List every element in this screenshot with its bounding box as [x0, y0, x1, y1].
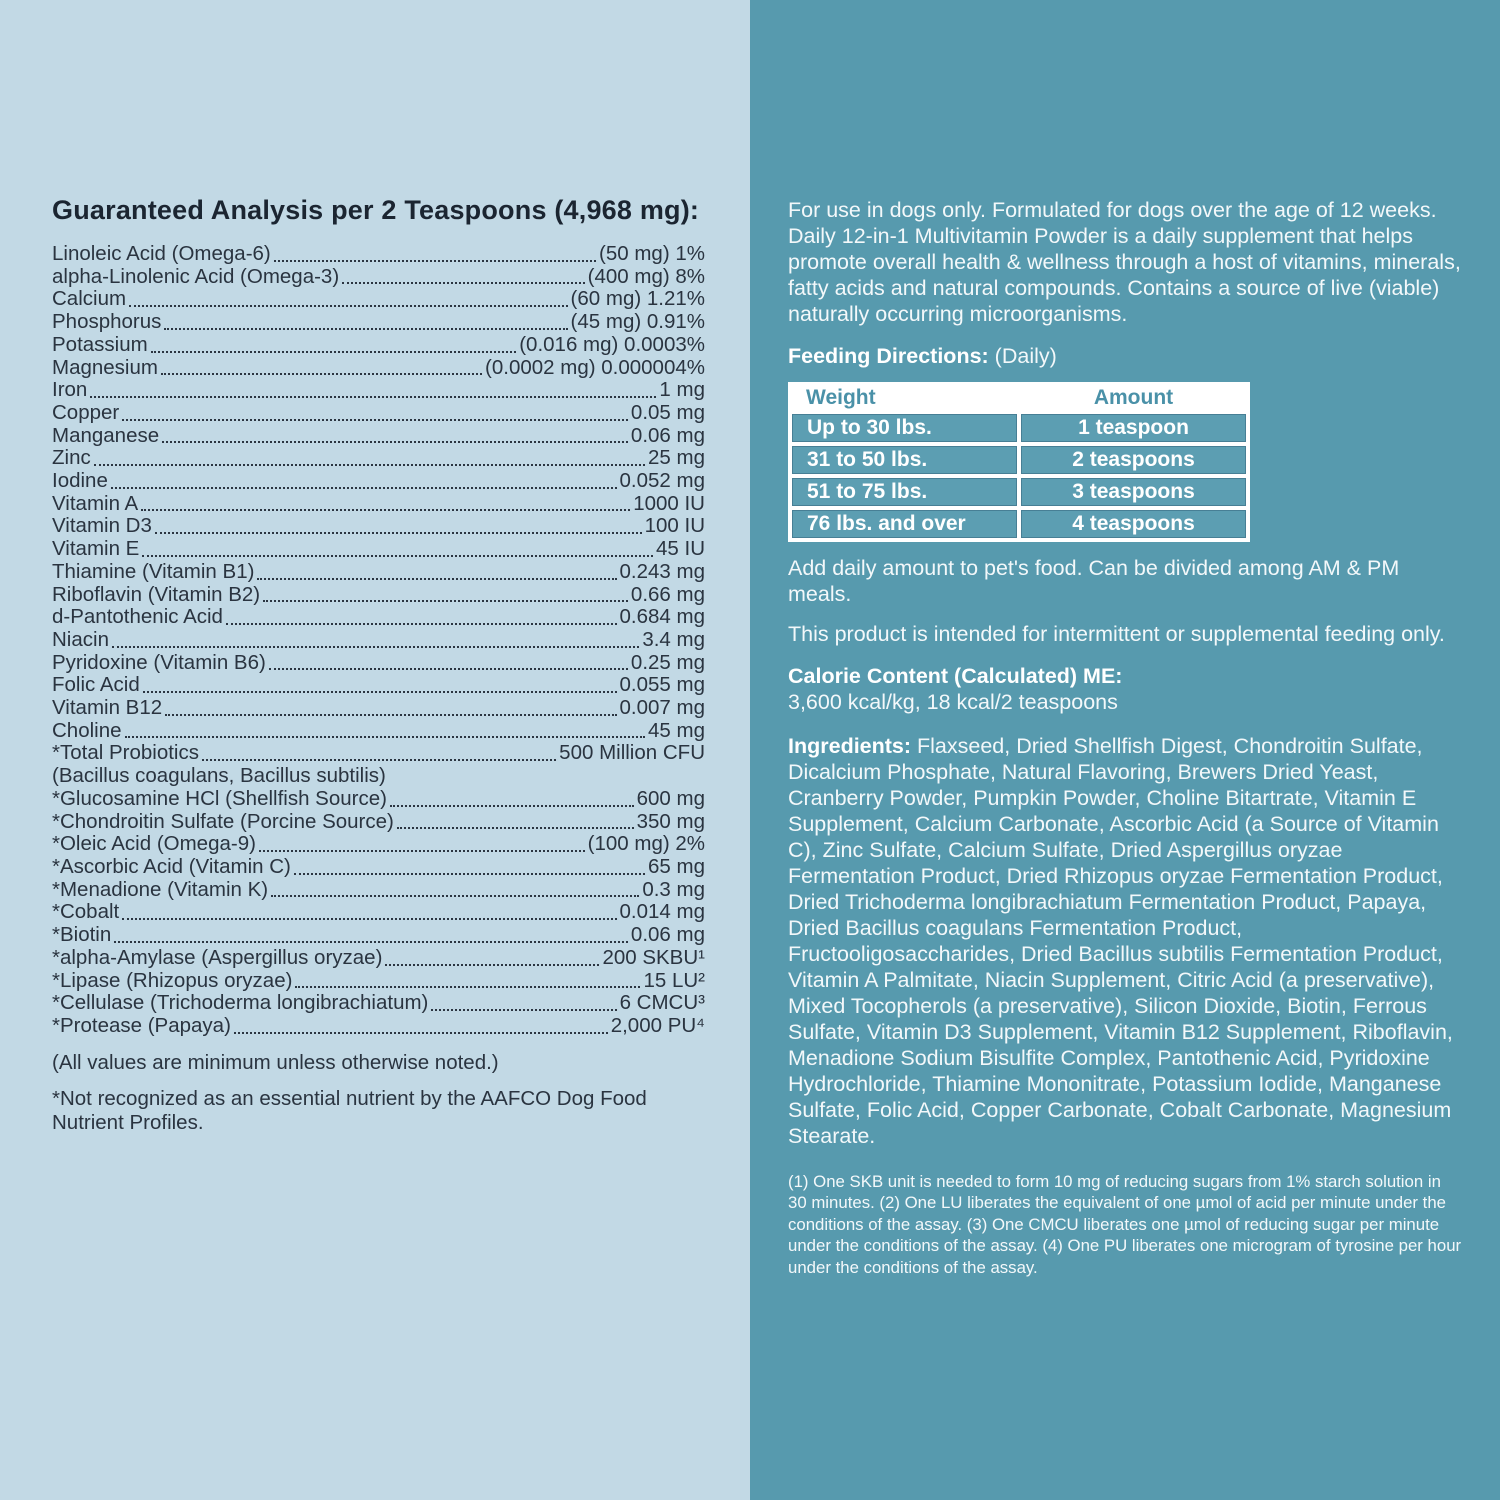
minimum-values-note: (All values are minimum unless otherwise noted.) [52, 1050, 499, 1074]
nutrient-label: *Glucosamine HCl (Shellfish Source) [52, 786, 387, 810]
list-item [52, 1015, 705, 1038]
list-item [52, 901, 705, 924]
nutrient-label: *Lipase (Rhizopus oryzae) [52, 968, 293, 992]
aafco-note: *Not recognized as an essential nutrient by the AAFCO Dog Food Nutrient Profiles. [52, 1087, 647, 1134]
dot-leader [226, 623, 617, 625]
nutrient-value: 65 mg [648, 854, 705, 878]
nutrient-value: 0.05 mg [630, 400, 705, 424]
dot-leader [122, 918, 616, 920]
nutrient-label: Manganese [52, 423, 160, 447]
dot-leader [129, 305, 568, 307]
feeding-directions-suffix: (Daily) [988, 344, 1057, 368]
table-header-amount: Amount [1021, 386, 1246, 410]
nutrient-value: 100 IU [644, 514, 705, 538]
add-daily-note: Add daily amount to pet's food. Can be divided among AM & PM meals. [788, 556, 1400, 606]
nutrient-value: 6 CMCU³ [619, 991, 705, 1015]
nutrient-label: Choline [52, 718, 122, 742]
nutrient-label: Vitamin B12 [52, 696, 163, 720]
nutrient-value: 0.66 mg [630, 582, 705, 606]
dot-leader [142, 555, 653, 557]
nutrient-label: Magnesium [52, 355, 158, 379]
calorie-content-value: 3,600 kcal/kg, 18 kcal/2 teaspoons [788, 690, 1118, 714]
list-item [52, 720, 705, 743]
usage-panel [750, 0, 1500, 1500]
nutrient-value: 0.055 mg [619, 673, 705, 697]
feeding-directions-heading [788, 343, 1464, 369]
nutrient-label: Potassium [52, 332, 148, 356]
list-item [52, 334, 705, 357]
dot-leader [125, 736, 645, 738]
nutrient-value: 0.684 mg [619, 605, 705, 629]
list-item [52, 357, 705, 380]
dot-leader [112, 646, 639, 648]
list-item [52, 425, 705, 448]
dot-leader [263, 600, 628, 602]
ingredients-paragraph [788, 733, 1464, 1149]
nutrient-value: 0.014 mg [619, 900, 705, 924]
nutrient-value: 3.4 mg [642, 627, 705, 651]
dot-leader [162, 441, 628, 443]
dot-leader [294, 873, 645, 875]
dot-leader [234, 1032, 608, 1034]
dot-leader [143, 691, 617, 693]
nutrient-label: *Cobalt [52, 900, 120, 924]
nutrient-label: Calcium [52, 287, 127, 311]
nutrient-value: 350 mg [636, 809, 705, 833]
dot-leader [269, 668, 628, 670]
nutrient-value: (45 mg) 0.91% [570, 310, 705, 334]
dot-leader [257, 578, 616, 580]
nutrient-label: *alpha-Amylase (Aspergillus oryzae) [52, 945, 383, 969]
list-item [52, 788, 705, 811]
nutrient-value: 0.007 mg [619, 696, 705, 720]
list-item [52, 266, 705, 289]
list-item [52, 652, 705, 675]
nutrient-value: 0.25 mg [630, 650, 705, 674]
nutrient-label: Riboflavin (Vitamin B2) [52, 582, 261, 606]
nutrient-label: Iron [52, 378, 88, 402]
table-cell-weight: 31 to 50 lbs. [792, 446, 1017, 474]
ingredients-text: Flaxseed, Dried Shellfish Digest, Chondroitin Sulfate, Dicalcium Phosphate, Natural Flavoring, Brewers Dried Yeast, Cranberry Powder, Pumpkin Powder, Choline Bitartrate, Vitamin E Supplement, Calcium Carbonate, Ascorbic Acid (a Source of Vitamin C), Zinc Sulfate, Calcium Sulfate, Dried Aspergillus oryzae Fermentation Product, Dried Rhizopus oryzae Fermentation Product, Dried Trichoderma longibrachiatum Fermentation Product, Papaya, Dried Bacillus coagulans Fermentation Product, Fructooligosaccharides, Dried Bacillus subtilis Fermentation Product, Vitamin A Palmitate, Niacin Supplement, Citric Acid (a preservative), Mixed Tocopherols (a preservative), Silicon Dioxide, Biotin, Ferrous Sulfate, Vitamin D3 Supplement, Vitamin B12 Supplement, Riboflavin, Menadione Sodium Bisulfite Complex, Pantothenic Acid, Pyridoxine Hydrochloride, Thiamine Mononitrate, Potassium Iodide, Manganese Sulfate, Folic Acid, Copper Carbonate, Cobalt Carbonate, Magnesium Stearate. [788, 734, 1453, 1148]
calorie-content-label: Calorie Content (Calculated) ME: [788, 664, 1123, 688]
nutrient-label: Linoleic Acid (Omega-6) [52, 242, 271, 265]
nutrient-label: *Ascorbic Acid (Vitamin C) [52, 854, 291, 878]
nutrient-value: (50 mg) 1% [599, 242, 705, 265]
dot-leader [151, 351, 517, 353]
intermittent-feeding-note: This product is intended for intermittent or supplemental feeding only. [788, 622, 1445, 646]
table-cell-weight: 51 to 75 lbs. [792, 478, 1017, 506]
nutrient-value: 45 mg [648, 718, 705, 742]
list-item [52, 811, 705, 834]
list-item [52, 879, 705, 902]
nutrient-label: Pyridoxine (Vitamin B6) [52, 650, 266, 674]
dot-leader [342, 282, 584, 284]
dot-leader [165, 714, 616, 716]
dot-leader [94, 464, 645, 466]
nutrient-label: Iodine [52, 469, 108, 493]
nutrient-label: *Protease (Papaya) [52, 1013, 231, 1037]
nutrient-value: 500 Million CFU [559, 741, 705, 765]
dot-leader [155, 532, 642, 534]
nutrient-label: Zinc [52, 446, 91, 470]
nutrient-value: 45 IU [656, 537, 705, 561]
list-item [52, 924, 705, 947]
nutrient-label: Phosphorus [52, 310, 162, 334]
nutrient-label: *Cellulase (Trichoderma longibrachiatum) [52, 991, 429, 1015]
table-cell-amount: 4 teaspoons [1021, 510, 1246, 538]
nutrient-label: (Bacillus coagulans, Bacillus subtilis) [52, 764, 386, 788]
list-item [52, 288, 705, 311]
nutrient-label: *Biotin [52, 923, 112, 947]
feeding-directions-label: Feeding Directions: [788, 344, 989, 368]
list-item [52, 379, 705, 402]
dot-leader [90, 396, 656, 398]
nutrient-label: Vitamin D3 [52, 514, 152, 538]
table-cell-weight: 76 lbs. and over [792, 510, 1017, 538]
nutrient-value: (0.016 mg) 0.0003% [519, 332, 705, 356]
list-item [52, 697, 705, 720]
dot-leader [385, 964, 599, 966]
nutrient-value: (100 mg) 2% [587, 832, 705, 856]
list-item [52, 584, 705, 607]
nutrient-value: 0.3 mg [642, 877, 705, 901]
list-item [52, 992, 705, 1015]
nutrient-label: Vitamin E [52, 537, 140, 561]
list-item [52, 674, 705, 697]
ingredients-label: Ingredients: [788, 734, 912, 758]
dot-leader [111, 487, 617, 489]
nutrient-label: *Total Probiotics [52, 741, 199, 765]
list-item [52, 765, 705, 788]
nutrient-label: *Chondroitin Sulfate (Porcine Source) [52, 809, 394, 833]
nutrient-value: (0.0002 mg) 0.000004% [485, 355, 705, 379]
nutrient-value: 0.06 mg [630, 923, 705, 947]
list-item [52, 470, 705, 493]
list-item [52, 742, 705, 765]
nutrient-label: *Oleic Acid (Omega-9) [52, 832, 256, 856]
table-cell-weight: Up to 30 lbs. [792, 414, 1017, 442]
list-item [52, 947, 705, 970]
dot-leader [122, 419, 628, 421]
dot-leader [295, 986, 640, 988]
table-header-weight: Weight [792, 386, 1017, 410]
intro-paragraph: For use in dogs only. Formulated for dogs over the age of 12 weeks. Daily 12-in-1 Multivitamin Powder is a daily supplement that helps promote overall health & wellness through a host of vitamins, minerals, fatty acids and natural compounds. Contains a source of live (viable) naturally occurring microorganisms. [788, 198, 1461, 326]
list-item [52, 538, 705, 561]
dot-leader [161, 373, 482, 375]
nutrient-label: Niacin [52, 627, 109, 651]
nutrient-value: 25 mg [648, 446, 705, 470]
nutrient-label: Copper [52, 400, 120, 424]
nutrient-label: *Menadione (Vitamin K) [52, 877, 269, 901]
dot-leader [259, 850, 585, 852]
list-item [52, 311, 705, 334]
nutrient-value: 1 mg [659, 378, 705, 402]
nutrient-value: 2,000 PU⁴ [610, 1013, 705, 1037]
dot-leader [114, 941, 628, 943]
list-item [52, 515, 705, 538]
table-cell-amount: 1 teaspoon [1021, 414, 1246, 442]
nutrient-label: d-Pantothenic Acid [52, 605, 223, 629]
list-item [52, 402, 705, 425]
dot-leader [274, 260, 596, 262]
nutrient-value: 600 mg [636, 786, 705, 810]
list-item [52, 493, 705, 516]
nutrient-value: 0.06 mg [630, 423, 705, 447]
dot-leader [141, 509, 630, 511]
list-item [52, 833, 705, 856]
list-item [52, 561, 705, 584]
list-item [52, 629, 705, 652]
guaranteed-analysis-title: Guaranteed Analysis per 2 Teaspoons (4,968 mg): [52, 195, 700, 225]
dot-leader [390, 805, 634, 807]
nutrient-label: alpha-Linolenic Acid (Omega-3) [52, 264, 340, 288]
guaranteed-analysis-list [52, 243, 705, 1038]
dot-leader [202, 759, 556, 761]
nutrient-value: (60 mg) 1.21% [570, 287, 705, 311]
feeding-directions-table [788, 382, 1250, 542]
nutrient-value: 0.052 mg [619, 469, 705, 493]
dot-leader [164, 328, 567, 330]
nutrient-value: 0.243 mg [619, 559, 705, 583]
nutrient-value: 200 SKBU¹ [602, 945, 705, 969]
list-item [52, 606, 705, 629]
nutrient-label: Folic Acid [52, 673, 140, 697]
nutrient-value: 15 LU² [643, 968, 705, 992]
list-item [52, 856, 705, 879]
nutrient-label: Vitamin A [52, 491, 139, 515]
list-item [52, 243, 705, 266]
dot-leader [271, 895, 639, 897]
nutrient-value: 1000 IU [633, 491, 705, 515]
dot-leader [431, 1009, 616, 1011]
list-item [52, 970, 705, 993]
dot-leader [397, 827, 634, 829]
enzyme-unit-footnotes: (1) One SKB unit is needed to form 10 mg of reducing sugars from 1% starch solution in 30 minutes. (2) One LU liberates the equivalent of one µmol of acid per minute under the conditions of the assay. (3) One CMCU liberates one µmol of reducing sugar per minute under the conditions of the assay. (4) One PU liberates one microgram of tyrosine per hour under the conditions of the assay. [788, 1172, 1462, 1277]
nutrient-value: (400 mg) 8% [587, 264, 705, 288]
table-cell-amount: 3 teaspoons [1021, 478, 1246, 506]
list-item [52, 447, 705, 470]
nutrient-label: Thiamine (Vitamin B1) [52, 559, 255, 583]
table-cell-amount: 2 teaspoons [1021, 446, 1246, 474]
